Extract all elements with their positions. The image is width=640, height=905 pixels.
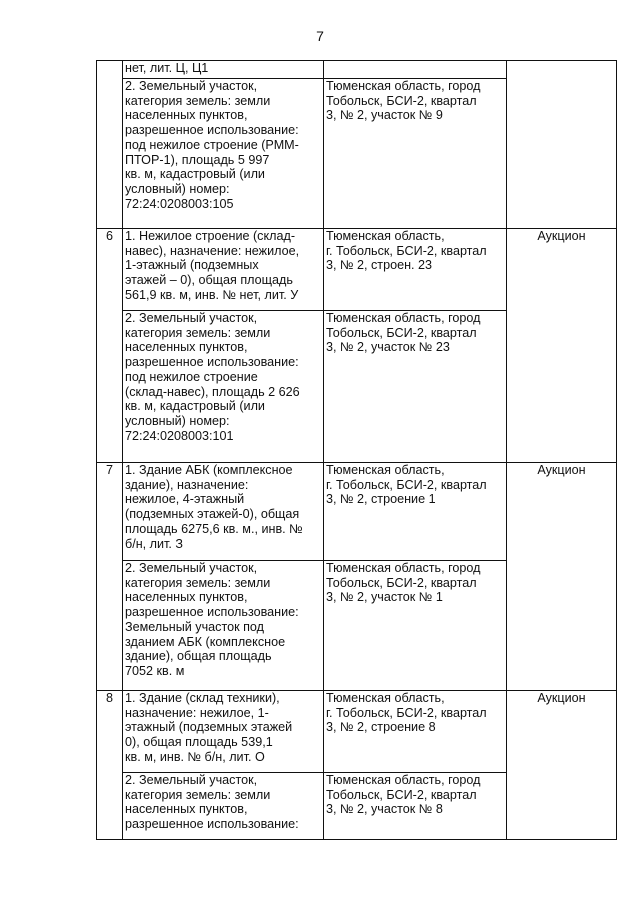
address-cell [324, 61, 507, 79]
address-cell: Тюменская область, город Тобольск, БСИ-2, квартал 3, № 2, участок № 8 [324, 773, 507, 840]
object-description-cell: нет, лит. Ц, Ц1 [123, 61, 324, 79]
object-description-cell: 1. Нежилое строение (склад- навес), назначение: нежилое, 1-этажный (подземных этажей – 0), общая площадь 561,9 кв. м, инв. № нет, лит. У [123, 229, 324, 311]
table-row [97, 463, 617, 561]
table-row [97, 229, 617, 311]
lot-number-cell: 6 [97, 229, 123, 463]
lot-number-cell: 8 [97, 691, 123, 840]
sale-method-cell: Аукцион [507, 463, 617, 691]
lot-number-cell: 7 [97, 463, 123, 691]
address-cell: Тюменская область, г. Тобольск, БСИ-2, квартал 3, № 2, строен. 23 [324, 229, 507, 311]
address-cell: Тюменская область, город Тобольск, БСИ-2, квартал 3, № 2, участок № 23 [324, 311, 507, 463]
object-description-cell: 1. Здание (склад техники), назначение: нежилое, 1- этажный (подземных этажей 0), общая площадь 539,1 кв. м, инв. № б/н, лит. О [123, 691, 324, 773]
object-description-cell: 2. Земельный участок, категория земель: земли населенных пунктов, разрешенное использование: Земельный участок под зданием АБК (комплексное здание), общая площадь 7052 кв. м [123, 561, 324, 691]
object-description-cell: 2. Земельный участок, категория земель: земли населенных пунктов, разрешенное использование: [123, 773, 324, 840]
lots-table [96, 60, 617, 840]
object-description-cell: 1. Здание АБК (комплексное здание), назначение: нежилое, 4-этажный (подземных этажей-0), общая площадь 6275,6 кв. м., инв. № б/н, лит. З [123, 463, 324, 561]
object-description-cell: 2. Земельный участок, категория земель: земли населенных пунктов, разрешенное использование: под нежилое строение (РММ- ПТОР-1), площадь 5 997 кв. м, кадастровый (или условный) номер: 72:24:0208003:105 [123, 79, 324, 229]
address-cell: Тюменская область, г. Тобольск, БСИ-2, квартал 3, № 2, строение 1 [324, 463, 507, 561]
sale-method-cell: Аукцион [507, 691, 617, 840]
address-cell: Тюменская область, г. Тобольск, БСИ-2, квартал 3, № 2, строение 8 [324, 691, 507, 773]
lot-number-cell [97, 61, 123, 229]
table-row [97, 61, 617, 79]
sale-method-cell: Аукцион [507, 229, 617, 463]
sale-method-cell [507, 61, 617, 229]
object-description-cell: 2. Земельный участок, категория земель: земли населенных пунктов, разрешенное использование: под нежилое строение (склад-навес), площадь 2 626 кв. м, кадастровый (или условный) номер: 72:24:0208003:101 [123, 311, 324, 463]
address-cell: Тюменская область, город Тобольск, БСИ-2, квартал 3, № 2, участок № 9 [324, 79, 507, 229]
table-row [97, 691, 617, 773]
page-number: 7 [316, 28, 324, 44]
address-cell: Тюменская область, город Тобольск, БСИ-2, квартал 3, № 2, участок № 1 [324, 561, 507, 691]
